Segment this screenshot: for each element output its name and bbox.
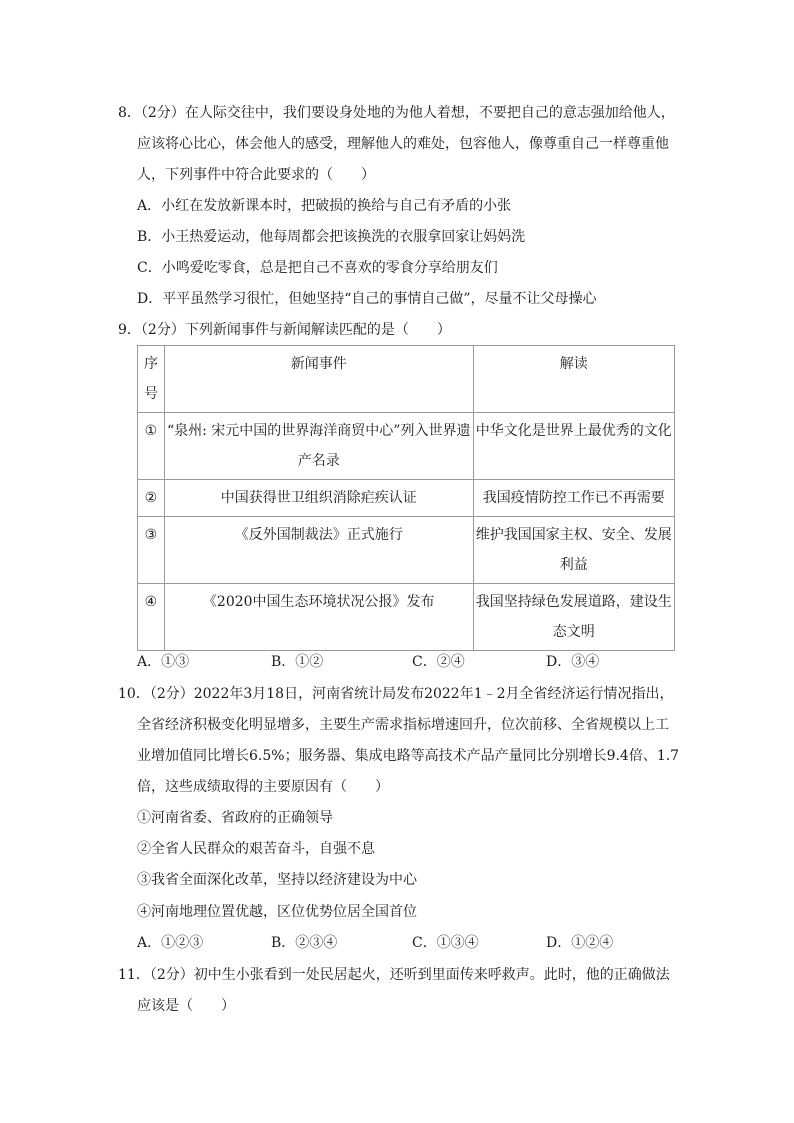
q10-option-d[interactable]: D．①②④ <box>546 935 614 951</box>
row-event: 《2020中国生态环境状况公报》发布 <box>164 584 473 651</box>
row-number: ③ <box>138 517 165 584</box>
q10-option-c[interactable]: C．①③④ <box>412 935 479 951</box>
header-event: 新闻事件 <box>164 346 473 413</box>
row-number: ① <box>138 413 165 480</box>
q9-option-b[interactable]: B．①② <box>271 654 324 670</box>
q9-stem: 9．（2分）下列新闻事件与新闻解读匹配的是（ ） <box>118 322 451 338</box>
table-row <box>138 517 675 584</box>
q8-stem-line-1: 8．（2分）在人际交往中，我们要设身处地的为他人着想，不要把自己的意志强加给他人， <box>118 105 675 121</box>
q10-option-a[interactable]: A．①②③ <box>137 935 204 951</box>
q9-option-a[interactable]: A．①③ <box>137 654 190 670</box>
row-reading: 我国疫情防控工作已不再需要 <box>473 480 674 517</box>
header-number: 序号 <box>138 346 165 413</box>
table-row <box>138 584 675 651</box>
q10-item-3: ③我省全面深化改革，坚持以经济建设为中心 <box>137 872 417 888</box>
row-reading: 我国坚持绿色发展道路，建设生态文明 <box>473 584 674 651</box>
row-event: “泉州: 宋元中国的世界海洋商贸中心”列入世界遗产名录 <box>164 413 473 480</box>
q9-news-table <box>137 345 675 651</box>
q10-item-2: ②全省人民群众的艰苦奋斗，自强不息 <box>137 841 375 857</box>
q10-item-4: ④河南地理位置优越，区位优势位居全国首位 <box>137 904 417 920</box>
header-reading: 解读 <box>473 346 674 413</box>
row-reading: 维护我国国家主权、安全、发展利益 <box>473 517 674 584</box>
q10-option-b[interactable]: B．②③④ <box>271 935 338 951</box>
q8-stem-line-2: 应该将心比心，体会他人的感受，理解他人的难处，包容他人，像尊重自己一样尊重他 <box>137 136 669 152</box>
table-row <box>138 480 675 517</box>
row-number: ④ <box>138 584 165 651</box>
q8-stem-line-3: 人，下列事件中符合此要求的（ ） <box>137 167 375 183</box>
q10-stem-line-2: 全省经济积极变化明显增多，主要生产需求指标增速回升，位次前移、全省规模以上工 <box>137 717 669 733</box>
q11-stem-line-1: 11．（2分）初中生小张看到一处民居起火，还听到里面传来呼救声。此时，他的正确做法 <box>118 967 670 983</box>
table-header-row <box>138 346 675 413</box>
q8-option-d[interactable]: D．平平虽然学习很忙，但她坚持“自己的事情自己做”，尽量不让父母操心 <box>137 291 597 307</box>
q10-item-1: ①河南省委、省政府的正确领导 <box>137 810 333 826</box>
row-reading: 中华文化是世界上最优秀的文化 <box>473 413 674 480</box>
q11-stem-line-2: 应该是（ ） <box>137 998 235 1014</box>
q9-option-d[interactable]: D．③④ <box>546 654 600 670</box>
q8-option-c[interactable]: C．小鸣爱吃零食，总是把自己不喜欢的零食分享给朋友们 <box>137 260 498 276</box>
q10-stem-line-4: 倍，这些成绩取得的主要原因有（ ） <box>137 779 389 795</box>
q10-stem-line-3: 业增加值同比增长6.5%；服务器、集成电路等高技术产品产量同比分别增长9.4倍、1.7 <box>137 748 680 764</box>
q10-stem-line-1: 10．（2分）2022年3月18日，河南省统计局发布2022年1﹣2月全省经济运行情况指出， <box>118 686 674 702</box>
row-event: 中国获得世卫组织消除疟疾认证 <box>164 480 473 517</box>
row-number: ② <box>138 480 165 517</box>
q9-option-c[interactable]: C．②④ <box>412 654 465 670</box>
row-event: 《反外国制裁法》正式施行 <box>164 517 473 584</box>
q8-option-b[interactable]: B．小王热爱运动，他每周都会把该换洗的衣服拿回家让妈妈洗 <box>137 229 526 245</box>
q8-option-a[interactable]: A．小红在发放新课本时，把破损的换给与自己有矛盾的小张 <box>137 198 512 214</box>
table-row <box>138 413 675 480</box>
